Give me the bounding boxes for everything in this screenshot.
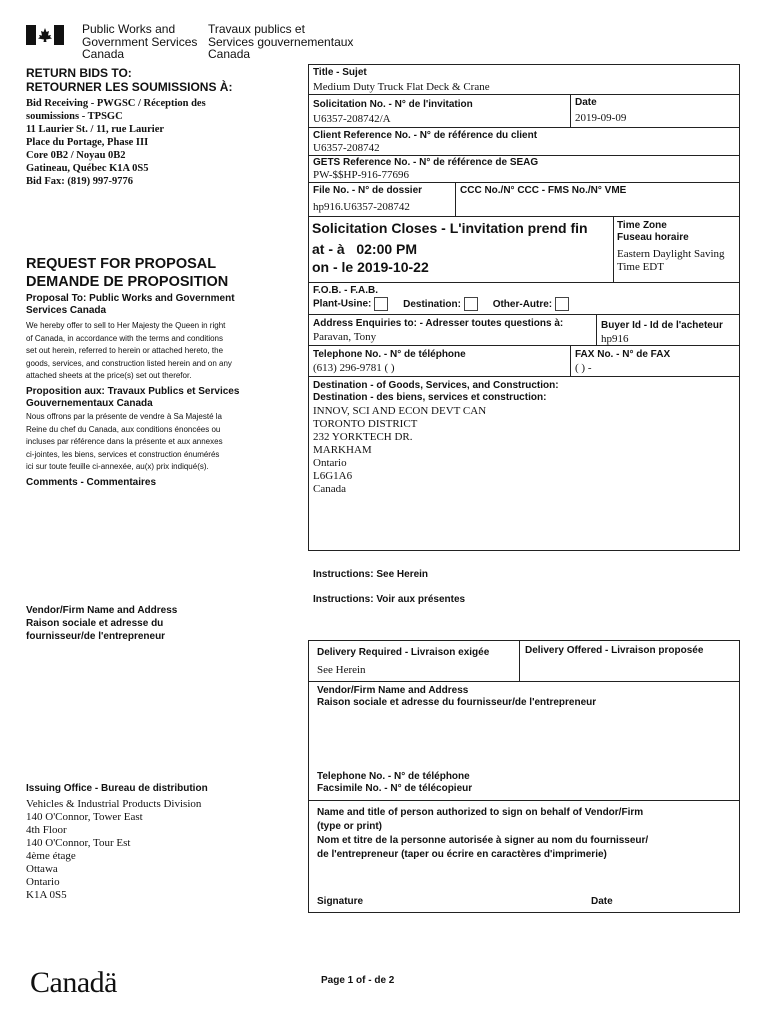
date-label: Date — [575, 97, 597, 108]
proposition-text: Nous offrons par la présente de vendre à Sa Majesté la Reine du chef du Canada, aux conditions énoncées ou incluses par référence dans la présente et aux annexes ci-jointes, les biens, services et construction énumérés ici sur toute feuille ci-annexée, au(x) prix indiqué(s). — [26, 412, 223, 471]
address-enquiries-label: Address Enquiries to: - Adresser toutes questions à: — [313, 318, 564, 329]
issuing-office-label: Issuing Office - Bureau de distribution — [26, 783, 208, 794]
return-title-en: RETURN BIDS TO: — [26, 66, 132, 80]
destination-checkbox[interactable] — [464, 297, 478, 311]
title-label: Title - Sujet — [313, 67, 367, 78]
fax-label: FAX No. - N° de FAX — [575, 349, 671, 360]
dept-en-line3: Canada — [82, 47, 125, 61]
rfp-title — [26, 255, 228, 291]
return-address: Bid Receiving - PWGSC / Réception des soumissions - TPSGC 11 Laurier St. / 11, rue Laurier Place du Portage, Phase III Core 0B2 / Noyau 0B2 Gatineau, Québec K1A 0S5 Bid Fax: (819) 997-9776 — [26, 98, 206, 187]
on-value: 2019-10-22 — [357, 259, 429, 275]
telephone-label: Telephone No. - N° de téléphone — [313, 349, 466, 360]
proposal-to-heading: Proposal To: Public Works and Government Services Canada — [26, 293, 235, 316]
authorized-signer-label: Name and title of person authorized to sign on behalf of Vendor/Firm (type or print) Nom et titre de la personne autorisée à signer au nom du fournisseur/ de l'entrepreneur (taper ou écrire en caractères d'imprimerie) — [317, 807, 649, 860]
department-name-en — [82, 23, 197, 61]
buyer-id-label: Buyer Id - Id de l'acheteur — [601, 320, 723, 331]
signature-label: Signature — [317, 896, 364, 907]
delivery-offered-label: Delivery Offered - Livraison proposée — [525, 645, 704, 656]
department-name-fr — [208, 23, 353, 61]
gets-ref-value: PW-$$HP-916-77696 — [313, 169, 409, 181]
instructions-en: Instructions: See Herein — [313, 569, 429, 580]
issuing-office-address: Vehicles & Industrial Products Division 140 O'Connor, Tower East 4th Floor 140 O'Connor, Tour Est 4ème étage Ottawa Ontario K1A 0S5 — [26, 798, 202, 901]
closes-title: Solicitation Closes - L'invitation prend fin — [312, 220, 588, 236]
page-number: Page 1 of - de 2 — [321, 975, 395, 986]
proposition-heading: Proposition aux: Travaux Publics et Services Gouvernementaux Canada — [26, 386, 240, 409]
destination-goods-value: INNOV, SCI AND ECON DEVT CAN TORONTO DISTRICT 232 YORKTECH DR. MARKHAM Ontario L6G1A6 Canada — [313, 405, 487, 495]
vendor-firm-label-left: Vendor/Firm Name and Address Raison sociale et adresse du fournisseur/de l'entrepreneur — [26, 605, 178, 642]
fob-options — [313, 297, 569, 311]
dept-fr-line1: Travaux publics et — [208, 22, 305, 36]
delivery-required-label: Delivery Required - Livraison exigée — [317, 647, 490, 658]
time-zone-label: Time Zone Fuseau horaire — [617, 220, 689, 243]
canada-flag-icon — [26, 25, 64, 45]
return-title-fr: RETOURNER LES SOUMISSIONS À: — [26, 80, 233, 94]
return-bids-title — [26, 66, 232, 94]
on-label: on - le — [312, 259, 354, 275]
dept-en-line1: Public Works and — [82, 22, 176, 36]
canada-wordmark: Canadä — [30, 966, 117, 999]
dept-fr-line3: Canada — [208, 47, 251, 61]
dept-en-line2: Government Services — [82, 34, 198, 49]
vendor-tel-fax-label: Telephone No. - N° de téléphone Facsimile No. - N° de télécopieur — [317, 771, 473, 794]
telephone-value: (613) 296-9781 ( ) — [313, 362, 395, 374]
title-value: Medium Duty Truck Flat Deck & Crane — [313, 81, 490, 93]
signature-date-label: Date — [591, 896, 613, 907]
closes-date — [312, 259, 429, 276]
time-zone-value: Eastern Daylight Saving Time EDT — [617, 248, 725, 273]
client-ref-value: U6357-208742 — [313, 142, 380, 154]
plant-label: Plant-Usine: — [313, 298, 372, 310]
solicitation-no-label: Solicitation No. - N° de l'invitation — [313, 99, 473, 110]
address-enquiries-value: Paravan, Tony — [313, 331, 377, 343]
destination-label: Destination: — [403, 298, 461, 310]
at-label: at - à — [312, 241, 345, 257]
solicitation-no-value: U6357-208742/A — [313, 113, 391, 125]
client-ref-label: Client Reference No. - N° de référence du client — [313, 130, 538, 141]
plant-checkbox[interactable] — [374, 297, 388, 311]
dept-fr-line2: Services gouvernementaux — [208, 34, 354, 49]
file-no-label: File No. - N° de dossier — [313, 185, 423, 196]
destination-goods-label: Destination - of Goods, Services, and Construction: Destination - des biens, services et construction: — [313, 380, 559, 403]
delivery-required-value: See Herein — [317, 664, 366, 676]
other-checkbox[interactable] — [555, 297, 569, 311]
rfp-title-en: REQUEST FOR PROPOSAL — [26, 256, 217, 272]
date-value: 2019-09-09 — [575, 112, 627, 124]
other-label: Other-Autre: — [492, 298, 553, 310]
vendor-firm-label-right: Vendor/Firm Name and Address Raison sociale et adresse du fournisseur/de l'entrepreneur — [317, 685, 597, 708]
comments-label: Comments - Commentaires — [26, 477, 157, 488]
file-no-value: hp916.U6357-208742 — [313, 201, 410, 213]
proposal-to-text: We hereby offer to sell to Her Majesty the Queen in right of Canada, in accordance with the terms and conditions set out herein, referred to herein or attached hereto, the goods, services, and construction listed herein and on any attached sheets at the price(s) set out therefor. — [26, 321, 232, 380]
closes-time — [312, 241, 417, 258]
fax-value: ( ) - — [575, 362, 592, 374]
fob-label: F.O.B. - F.A.B. — [313, 285, 378, 296]
gets-ref-label: GETS Reference No. - N° de référence de SEAG — [313, 157, 539, 168]
rfp-title-fr: DEMANDE DE PROPOSITION — [26, 274, 229, 290]
at-value: 02:00 PM — [356, 241, 418, 257]
instructions-fr: Instructions: Voir aux présentes — [313, 594, 466, 605]
ccc-no-label: CCC No./N° CCC - FMS No./N° VME — [460, 185, 627, 196]
buyer-id-value: hp916 — [601, 333, 629, 345]
